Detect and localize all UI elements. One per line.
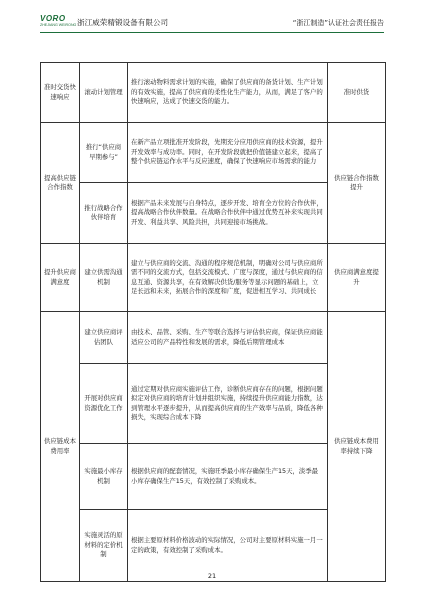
content-cell: 根据产品未来发展与自身特点，逐步开发、培育全方位的合作伙伴，提高战略合作伙伴数量。在战略合作伙伴中通过优势互补来实现共同开发、利益共享、风险共担，共同迎接市场挑战。: [128, 183, 328, 244]
subitem-cell: 实施最小库存机制: [80, 444, 128, 510]
table-row: [41, 123, 386, 183]
subitem-cell: 建立供应商评估团队: [80, 312, 128, 364]
report-title: “浙江制造”认证社会责任报告: [292, 19, 384, 27]
company-name: 浙江威荣精锻设备有限公司: [77, 18, 169, 27]
content-cell: 通过定期对供应商实施评估工作，诊断供应商存在的问题，根据问题拟定对供应商的培育计划并组织实施，持续提升供应商能力指数，达到管理水平逐步提升，从而提高供应商的生产效率与品质，降低各种损失，实现综合成本下降: [128, 364, 328, 444]
result-cell: 准时供货: [328, 63, 386, 123]
logo-subtext: ZHEJIANG WEIRONG: [40, 23, 77, 27]
subitem-cell: 滚动计划管理: [80, 63, 128, 123]
category-cell: 供应链成本费用率: [41, 312, 80, 582]
company-logo: [40, 14, 77, 32]
content-cell: 根据供应商的配套情况，实施旺季最小库存确保生产15天，淡季最小库存确保生产15天，有效控制了采购成本。: [128, 444, 328, 510]
subitem-cell: 推行“供应商早期参与”: [80, 123, 128, 183]
subitem-cell: 推行战略合作伙伴培育: [80, 183, 128, 244]
category-cell: 提升供应商满意度: [41, 244, 80, 312]
table-row: [41, 244, 386, 312]
result-cell: 供应链合作指数提升: [328, 123, 386, 244]
subitem-cell: 建立供需沟通机制: [80, 244, 128, 312]
content-cell: 由技术、品管、采购、生产等联合选择与评估供应商，保证供应商能适应公司的产品特性和发展的需求，降低后期管理成本: [128, 312, 328, 364]
header-divider: [40, 32, 384, 33]
content-cell: 推行滚动物料需求计划的实施，确保了供应商的备货计划、生产计划的有效实施，提高了供应商的柔性化生产能力，从而，满足了客户的快速响应，达成了快速交货的能力。: [128, 63, 328, 123]
content-cell: 在新产品立项批准开发阶段，先期充分应用供应商的技术资源，提升开发效率与成功率。同时，在开发阶段就把价值链建立起来，提高了整个供应链运作水平与反应速度，确保了快速响应市场需求的能力: [128, 123, 328, 183]
page-header: [40, 14, 384, 36]
category-cell: 提高供应链合作指数: [41, 123, 80, 244]
content-cell: 建立与供应商的交流、沟通的程序规范机制，明确对公司与供应商所需不同的交流方式，包括交流模式、广度与深度，通过与供应商的信息互通、资源共享，在有效解决供货/服务等显示问题的基础上，立足长远和未来，拓展合作的深度和广度，促进相互学习、共同成长: [128, 244, 328, 312]
page-number: 21: [207, 572, 217, 580]
result-cell: 供应链成本费用率持续下降: [328, 312, 386, 582]
table-row: [41, 312, 386, 364]
result-cell: 供应商满意度提升: [328, 244, 386, 312]
table-row: [41, 63, 386, 123]
content-cell: 根据主要原材料价格波动的实际情况，公司对主要原材料实施一月一定的政策，有效控制了采购成本。: [128, 510, 328, 582]
category-cell: 准时交货快速响应: [41, 63, 80, 123]
subitem-cell: 实施灵活的原材料的定价机制: [80, 510, 128, 582]
logo-wordmark: VORO: [40, 14, 66, 23]
subitem-cell: 开展对供应商资源优化工作: [80, 364, 128, 444]
supplier-table: [40, 62, 386, 582]
